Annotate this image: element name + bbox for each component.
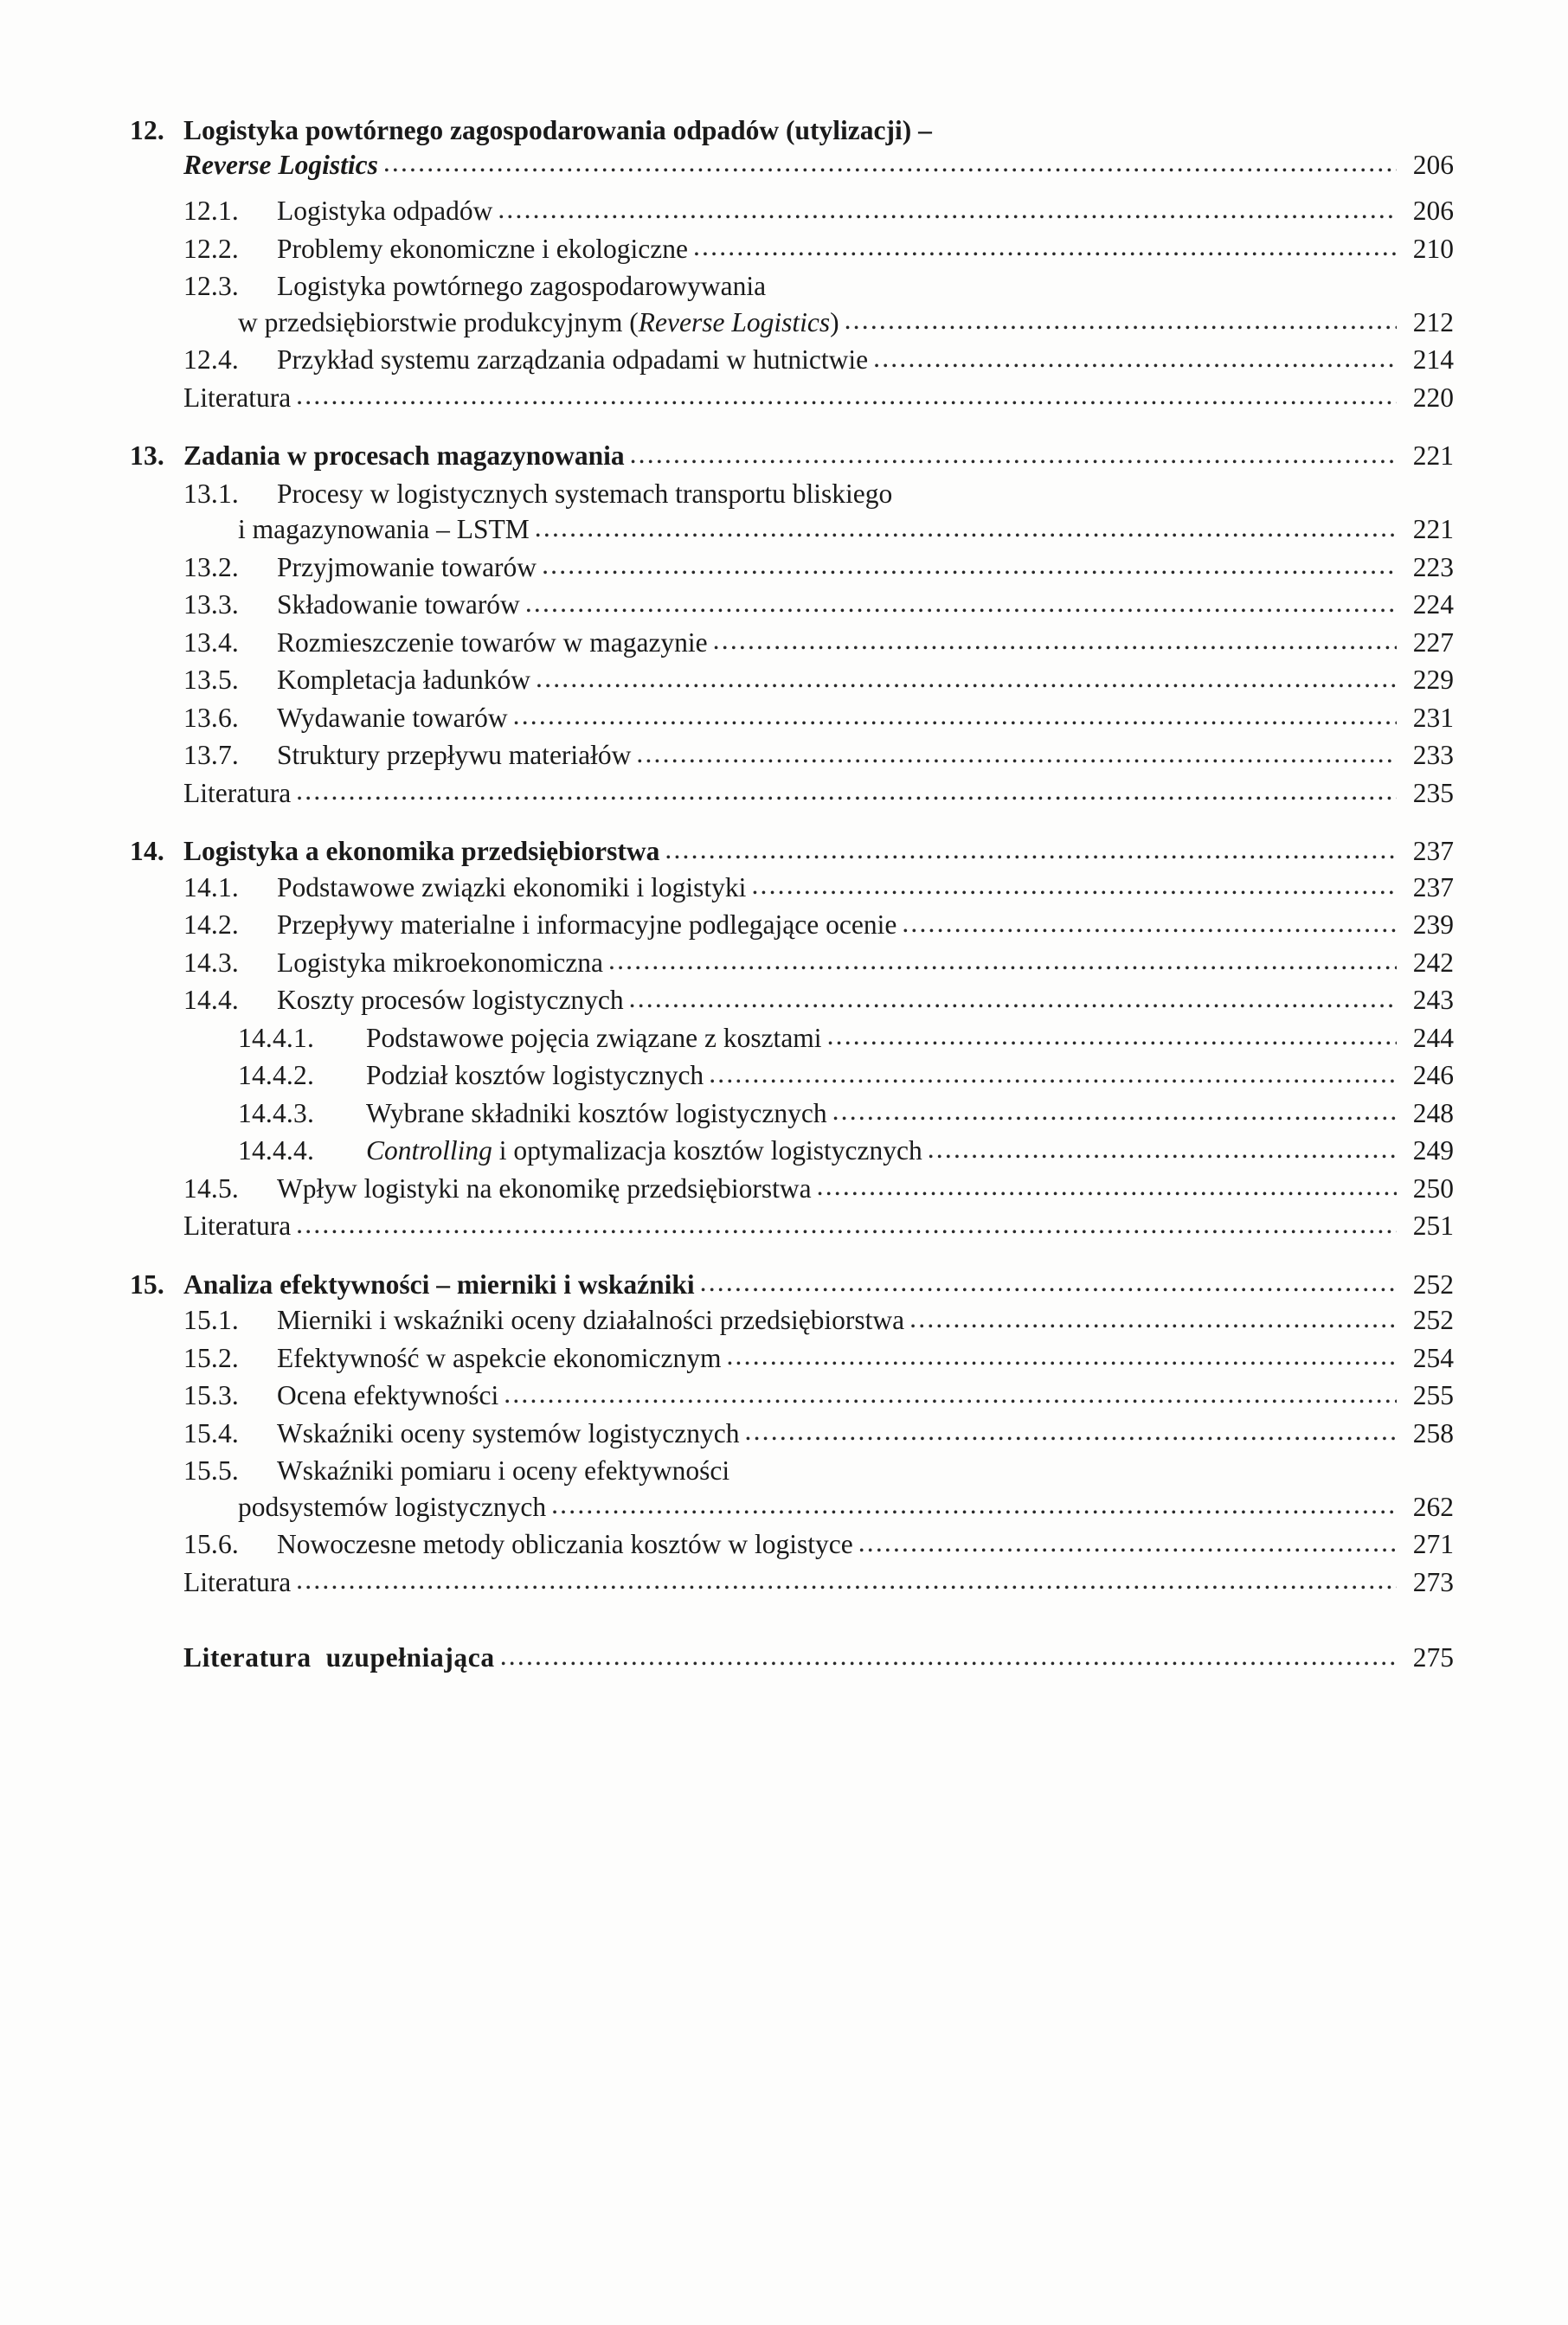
- toc-entry-title: Wskaźniki oceny systemów logistycznych: [277, 1417, 740, 1448]
- toc-entry-number: 13.5.: [183, 665, 239, 695]
- dot-leader: [665, 838, 1397, 865]
- toc-entry-title: Wydawanie towarów: [277, 702, 508, 733]
- toc-page-number: 220: [1412, 382, 1454, 413]
- toc-entry-title: Literatura: [183, 1211, 292, 1241]
- toc-section-12-1: [130, 197, 1454, 225]
- dot-leader: [383, 151, 1397, 179]
- toc-entry-title: Podział kosztów logistycznych: [366, 1060, 704, 1090]
- toc-page-number: 252: [1412, 1305, 1454, 1335]
- toc-page-number: 210: [1412, 233, 1454, 264]
- toc-section-13-3: [130, 591, 1454, 619]
- toc-page-number: 233: [1412, 740, 1454, 770]
- toc-section-15-1: [130, 1307, 1454, 1334]
- toc-entry-number: 12.: [130, 115, 164, 145]
- toc-entry-number: 12.3.: [183, 271, 239, 301]
- dot-leader: [817, 1175, 1397, 1203]
- dot-leader: [693, 235, 1397, 263]
- toc-entry-title: Ocena efektywności: [277, 1380, 499, 1410]
- toc-entry-number: 15.4.: [183, 1417, 239, 1448]
- toc-section-14-3: [130, 949, 1454, 977]
- toc-page-number: 235: [1412, 777, 1454, 808]
- toc-entry-number: 13.2.: [183, 551, 239, 582]
- toc-entry-title-cont: podsystemów logistycznych: [238, 1491, 547, 1522]
- dot-leader: [296, 384, 1397, 412]
- toc-entry-number: 15.2.: [183, 1342, 239, 1373]
- toc-entry-number: 15.1.: [183, 1305, 239, 1335]
- dot-leader: [873, 346, 1397, 374]
- toc-chapter-14: [130, 838, 1454, 865]
- toc-entry-title: Nowoczesne metody obliczania kosztów w logistyce: [277, 1529, 853, 1559]
- toc-entry-number: 14.3.: [183, 947, 239, 978]
- toc-entry-number: 14.: [130, 836, 164, 866]
- toc-page-number: 239: [1412, 909, 1454, 940]
- toc-section-13-7: [130, 742, 1454, 769]
- toc-section-14-1: [130, 871, 1454, 902]
- toc-section-14-4-3: [130, 1097, 1454, 1128]
- toc-entry-title: Logistyka powtórnego zagospodarowania odpadów (utylizacji) –: [183, 115, 932, 145]
- toc-entry-number: 15.: [130, 1268, 164, 1300]
- dot-leader: [636, 742, 1397, 769]
- toc-section-12-3: [130, 273, 1454, 300]
- toc-section-15-4: [130, 1417, 1454, 1448]
- dot-leader: [726, 1345, 1397, 1372]
- dot-leader: [902, 911, 1397, 939]
- toc-page-number: 252: [1412, 1268, 1454, 1300]
- toc-entry-number: 12.4.: [183, 344, 239, 375]
- table-of-contents: [130, 117, 1454, 1672]
- toc-section-13-4: [130, 626, 1454, 658]
- dot-leader: [500, 1644, 1397, 1672]
- toc-entry-title: Efektywność w aspekcie ekonomicznym: [277, 1342, 722, 1373]
- dot-leader: [909, 1307, 1397, 1334]
- toc-page-number: 243: [1412, 985, 1454, 1015]
- dot-leader: [700, 1271, 1397, 1299]
- dot-leader: [629, 986, 1397, 1014]
- toc-section-13-1-line2: [130, 516, 1454, 543]
- toc-entry-title: Podstawowe pojęcia związane z kosztami: [366, 1022, 822, 1053]
- toc-entry-title: i optymalizacja kosztów logistycznych: [492, 1135, 922, 1166]
- toc-page-number: 223: [1412, 551, 1454, 582]
- toc-supplementary-literature: [130, 1644, 1454, 1672]
- toc-section-13-5: [130, 666, 1454, 694]
- dot-leader: [709, 1062, 1397, 1089]
- toc-page-number: 248: [1412, 1097, 1454, 1128]
- toc-entry-number: 14.4.4.: [238, 1135, 315, 1166]
- toc-page-number: 229: [1412, 665, 1454, 695]
- toc-section-14-4: [130, 986, 1454, 1014]
- dot-leader: [542, 554, 1397, 581]
- toc-section-15-2: [130, 1342, 1454, 1373]
- toc-entry-number: 14.1.: [183, 871, 239, 902]
- dot-leader: [858, 1531, 1397, 1558]
- toc-page-number: 262: [1412, 1491, 1454, 1522]
- toc-entry-title: Zadania w procesach magazynowania: [183, 440, 625, 471]
- dot-leader: [296, 1212, 1397, 1240]
- toc-literature-12: [130, 384, 1454, 412]
- toc-page-number: 251: [1412, 1211, 1454, 1241]
- dot-leader: [536, 666, 1397, 694]
- toc-page-number: 249: [1412, 1135, 1454, 1166]
- dot-leader: [504, 1382, 1397, 1410]
- toc-entry-title-italic: Reverse Logistics: [638, 306, 831, 337]
- toc-section-13-2: [130, 551, 1454, 582]
- toc-page-number: 212: [1412, 306, 1454, 337]
- toc-page-number: 206: [1412, 196, 1454, 226]
- toc-entry-title: Literatura: [183, 777, 292, 808]
- toc-entry-title: Składowanie towarów: [277, 589, 520, 620]
- toc-section-14-4-1: [130, 1024, 1454, 1052]
- toc-chapter-15: [130, 1268, 1454, 1300]
- dot-leader: [827, 1024, 1397, 1052]
- toc-entry-title: Rozmieszczenie towarów w magazynie: [277, 626, 708, 658]
- dot-leader: [513, 704, 1397, 732]
- toc-section-14-4-4: [130, 1137, 1454, 1165]
- toc-entry-number: 15.5.: [183, 1455, 239, 1486]
- toc-page-number: 255: [1412, 1380, 1454, 1410]
- toc-entry-title: Wpływ logistyki na ekonomikę przedsiębiorstwa: [277, 1172, 812, 1204]
- toc-page-number: 250: [1412, 1172, 1454, 1204]
- toc-section-15-5: [130, 1457, 1454, 1485]
- dot-leader: [525, 591, 1397, 619]
- toc-section-14-4-2: [130, 1062, 1454, 1089]
- dot-leader: [630, 442, 1397, 470]
- toc-entry-title-italic: Reverse Logistics: [183, 149, 378, 180]
- toc-entry-number: 13.4.: [183, 626, 239, 658]
- toc-entry-title-cont: w przedsiębiorstwie produkcyjnym (: [238, 306, 639, 337]
- toc-literature-13: [130, 777, 1454, 808]
- toc-page-number: 246: [1412, 1060, 1454, 1090]
- toc-entry-number: 14.4.2.: [238, 1060, 315, 1090]
- toc-section-12-2: [130, 235, 1454, 263]
- toc-entry-number: 12.1.: [183, 196, 239, 226]
- toc-entry-number: 12.2.: [183, 233, 239, 264]
- toc-page-number: 206: [1412, 149, 1454, 180]
- toc-entry-title: Problemy ekonomiczne i ekologiczne: [277, 233, 688, 264]
- dot-leader: [713, 629, 1397, 657]
- toc-entry-number: 14.2.: [183, 909, 239, 940]
- toc-entry-title: Literatura: [183, 1566, 292, 1597]
- toc-section-12-4: [130, 346, 1454, 374]
- toc-entry-number: 14.4.1.: [238, 1022, 315, 1053]
- toc-entry-title-italic: Controlling: [366, 1135, 492, 1166]
- toc-literature-14: [130, 1212, 1454, 1240]
- toc-page-number: 224: [1412, 589, 1454, 620]
- toc-page-number: 254: [1412, 1342, 1454, 1373]
- toc-entry-title: Logistyka a ekonomika przedsiębiorstwa: [183, 836, 660, 866]
- toc-entry-title: Literatura: [183, 382, 292, 413]
- toc-entry-title: Analiza efektywności – mierniki i wskaźniki: [183, 1268, 695, 1300]
- toc-entry-title: Podstawowe związki ekonomiki i logistyki: [277, 871, 747, 902]
- toc-entry-number: 13.7.: [183, 740, 239, 770]
- toc-entry-title-tail: ): [830, 306, 839, 337]
- toc-entry-title: Przyjmowanie towarów: [277, 551, 537, 582]
- toc-entry-title: Logistyka odpadów: [277, 196, 493, 226]
- toc-entry-title: Logistyka powtórnego zagospodarowywania: [277, 271, 767, 301]
- toc-page-number: 227: [1412, 626, 1454, 658]
- toc-entry-title: Przepływy materialne i informacyjne podlegające ocenie: [277, 909, 897, 940]
- toc-page-number: 275: [1412, 1642, 1454, 1673]
- dot-leader: [928, 1137, 1397, 1165]
- toc-section-13-6: [130, 704, 1454, 732]
- dot-leader: [498, 197, 1397, 225]
- toc-page-number: 221: [1412, 440, 1454, 471]
- toc-page-number: 221: [1412, 514, 1454, 544]
- toc-entry-number: 14.4.: [183, 985, 239, 1015]
- dot-leader: [296, 780, 1397, 807]
- toc-page-number: 231: [1412, 702, 1454, 733]
- toc-literature-15: [130, 1566, 1454, 1597]
- toc-entry-title: Literatura uzupełniająca: [183, 1642, 495, 1673]
- dot-leader: [535, 516, 1397, 543]
- toc-section-13-1: [130, 480, 1454, 508]
- toc-entry-title: Procesy w logistycznych systemach transportu bliskiego: [277, 478, 893, 509]
- toc-chapter-12-line2: [130, 151, 1454, 179]
- dot-leader: [551, 1493, 1397, 1521]
- toc-entry-title: Wybrane składniki kosztów logistycznych: [366, 1097, 827, 1128]
- dot-leader: [296, 1569, 1397, 1596]
- toc-entry-number: 13.: [130, 440, 164, 471]
- toc-entry-title: Mierniki i wskaźniki oceny działalności przedsiębiorstwa: [277, 1305, 905, 1335]
- toc-page-number: 244: [1412, 1022, 1454, 1053]
- toc-entry-number: 15.3.: [183, 1380, 239, 1410]
- dot-leader: [608, 949, 1397, 977]
- toc-section-14-5: [130, 1172, 1454, 1204]
- toc-entry-title: Przykład systemu zarządzania odpadami w hutnictwie: [277, 344, 869, 375]
- toc-page-number: 258: [1412, 1417, 1454, 1448]
- toc-section-15-5-line2: [130, 1493, 1454, 1521]
- dot-leader: [845, 309, 1397, 337]
- toc-entry-number: 13.3.: [183, 589, 239, 620]
- toc-entry-number: 13.6.: [183, 702, 239, 733]
- toc-entry-number: 14.4.3.: [238, 1097, 315, 1128]
- toc-entry-number: 14.5.: [183, 1172, 239, 1204]
- toc-chapter-12: [130, 117, 1454, 145]
- toc-entry-title-cont: i magazynowania – LSTM: [238, 514, 530, 544]
- toc-page-number: 242: [1412, 947, 1454, 978]
- toc-section-15-3: [130, 1382, 1454, 1410]
- toc-page-number: 237: [1412, 836, 1454, 866]
- toc-entry-title: Logistyka mikroekonomiczna: [277, 947, 604, 978]
- dot-leader: [745, 1420, 1397, 1448]
- toc-page-number: 273: [1412, 1566, 1454, 1597]
- toc-section-15-6: [130, 1531, 1454, 1558]
- toc-section-14-2: [130, 911, 1454, 939]
- dot-leader: [832, 1100, 1397, 1127]
- toc-entry-number: 15.6.: [183, 1529, 239, 1559]
- toc-entry-title: Wskaźniki pomiaru i oceny efektywności: [277, 1455, 730, 1486]
- toc-page-number: 237: [1412, 871, 1454, 902]
- toc-chapter-13: [130, 442, 1454, 470]
- toc-section-12-3-line2: [130, 306, 1454, 337]
- toc-entry-title: Koszty procesów logistycznych: [277, 985, 624, 1015]
- toc-page-number: 214: [1412, 344, 1454, 375]
- toc-entry-title: Struktury przepływu materiałów: [277, 740, 632, 770]
- toc-entry-title: Kompletacja ładunków: [277, 665, 531, 695]
- toc-page-number: 271: [1412, 1529, 1454, 1559]
- dot-leader: [751, 874, 1397, 902]
- toc-entry-number: 13.1.: [183, 478, 239, 509]
